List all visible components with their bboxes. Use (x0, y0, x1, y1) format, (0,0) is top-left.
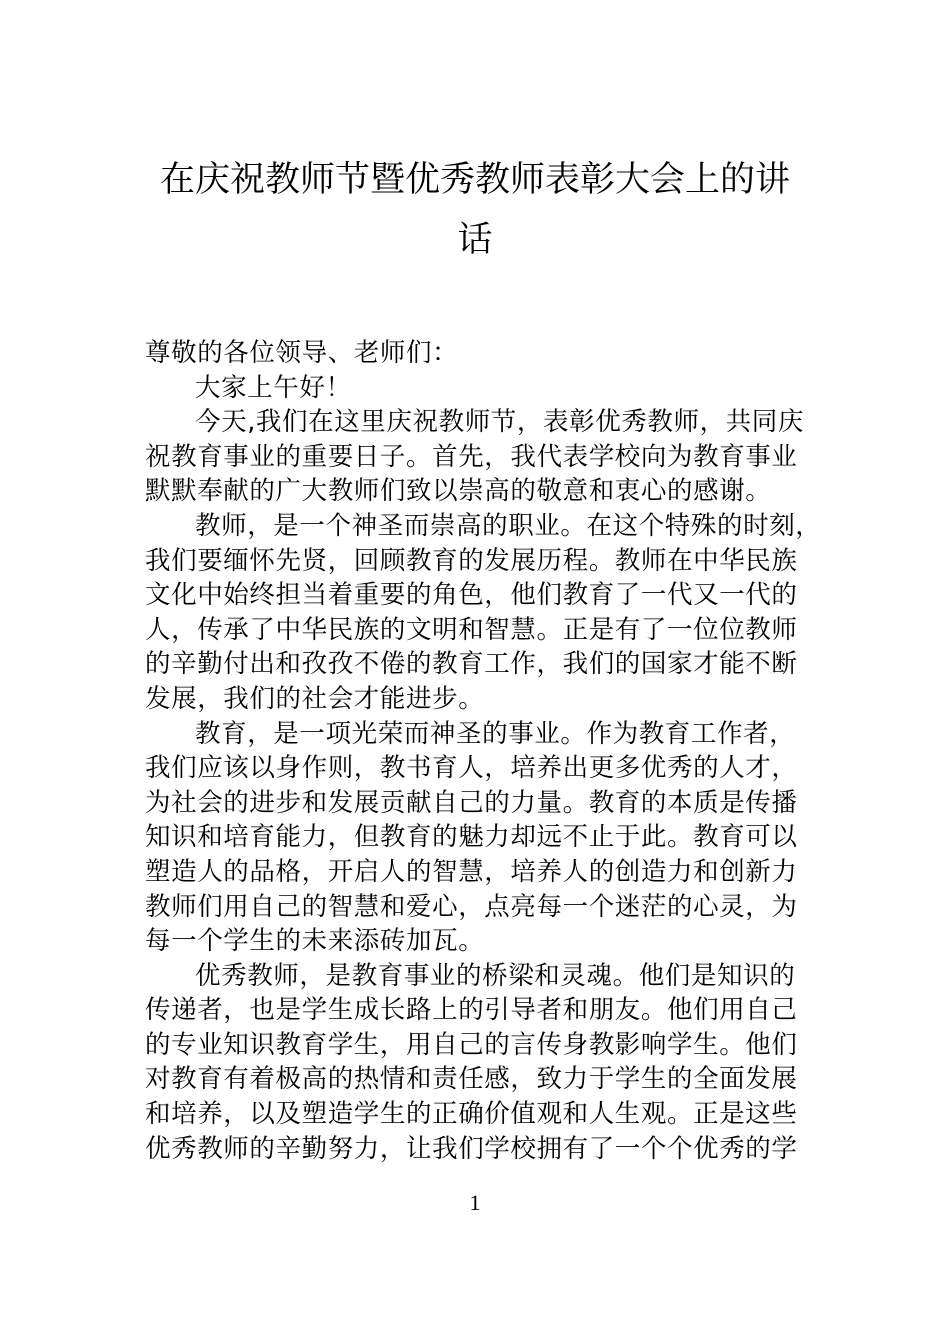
title-line-1: 在庆祝教师节暨优秀教师表彰大会上的讲 (159, 160, 790, 200)
paragraph-line: 为社会的进步和发展贡献自己的力量。教育的本质是传播 (145, 787, 798, 818)
paragraph-line: 祝教育事业的重要日子。首先，我代表学校向为教育事业 (145, 441, 798, 472)
paragraph-line: 我们要缅怀先贤，回顾教育的发展历程。教师在中华民族 (145, 545, 798, 576)
paragraph-3 (145, 717, 825, 959)
salutation: 尊敬的各位领导、老师们： (145, 338, 459, 368)
paragraph-2 (145, 509, 825, 717)
title-line-2: 话 (457, 220, 493, 260)
paragraph-line: 发展，我们的社会才能进步。 (145, 683, 485, 714)
paragraph-4 (145, 959, 825, 1167)
paragraph-line: 教师，是一个神圣而崇高的职业。在这个特殊的时刻， (195, 510, 822, 541)
paragraph-line: 人，传承了中华民族的文明和智慧。正是有了一位位教师 (145, 614, 798, 645)
paragraph-line: 我们应该以身作则，教书育人，培养出更多优秀的人才， (145, 753, 798, 784)
paragraph-line: 知识和培育能力，但教育的魅力却远不止于此。教育可以 (145, 822, 798, 853)
paragraph-line: 对教育有着极高的热情和责任感，致力于学生的全面发展 (145, 1064, 798, 1095)
paragraph-line: 优秀教师的辛勤努力，让我们学校拥有了一个个优秀的学 (145, 1133, 798, 1164)
paragraph-line: 传递者，也是学生成长路上的引导者和朋友。他们用自己 (145, 995, 798, 1026)
paragraph-line: 文化中始终担当着重要的角色，他们教育了一代又一代的 (145, 580, 798, 611)
paragraph-line: 和培养，以及塑造学生的正确价值观和人生观。正是这些 (145, 1099, 798, 1130)
paragraph-line: 塑造人的品格，开启人的智慧，培养人的创造力和创新力 (145, 856, 798, 887)
paragraph-line: 每一个学生的未来添砖加瓦。 (145, 926, 485, 957)
paragraph-line: 教师们用自己的智慧和爱心，点亮每一个迷茫的心灵，为 (145, 891, 798, 922)
paragraph-line: 优秀教师，是教育事业的桥梁和灵魂。他们是知识的 (195, 960, 796, 991)
paragraph-line: 的专业知识教育学生，用自己的言传身教影响学生。他们 (145, 1029, 798, 1060)
page-number: 1 (469, 1190, 481, 1215)
paragraph-line: 今天,我们在这里庆祝教师节，表彰优秀教师，共同庆 (195, 407, 805, 438)
paragraph-1 (145, 405, 825, 509)
paragraph-line: 默默奉献的广大教师们致以崇高的敬意和衷心的感谢。 (145, 476, 772, 507)
paragraph-line: 教育，是一项光荣而神圣的事业。作为教育工作者， (195, 718, 796, 749)
document-body (145, 336, 825, 1166)
paragraph-line: 的辛勤付出和孜孜不倦的教育工作，我们的国家才能不断 (145, 649, 798, 680)
greeting: 大家上午好！ (195, 372, 352, 403)
